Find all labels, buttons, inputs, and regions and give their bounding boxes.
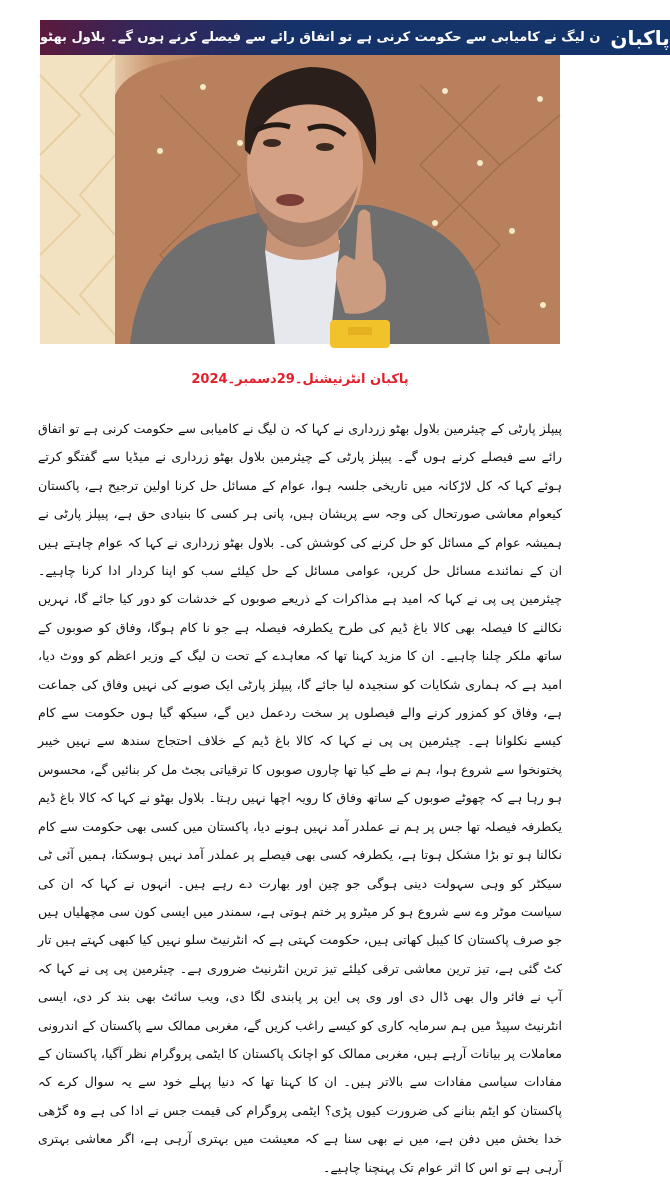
article-body: پیپلز پارٹی کے چیئرمین بلاول بھٹو زرداری نے کہا کہ ن لیگ نے کامیابی سے حکومت کرنی ہے تو اتفاق رائے سے فیصلے کرنے ہوں گے۔ پیپلز پارٹی کے چیئرمین بلاول بھٹو زرداری نے میڈیا سے گفتگو کرتے ہوئے کہا کہ کل لاڑکانہ میں تاریخی جلسہ ہوا، عوام کے مسائل حل کرنا اولین ترجیح ہے، پاکستان کیعوام معاشی صورتحال کی وجہ سے پریشان ہیں، پانی ہر کسی کا بنیادی حق ہے، پیپلز پارٹی نے ہمیشہ عوام کے مسائل کو حل کرنے کی کوشش کی۔ بلاول بھٹو زرداری نے کہا کہ عوام چاہتے ہیں ان کے نمائندے مسائل حل کریں، عوامی مسائل کے حل کیلئے سب کو اپنا کردار ادا کرنا چاہیے۔ چیئرمین پی پی نے کہا کہ امید ہے مذاکرات کے ذریعے صوبوں کے خدشات کو دور کیا جائے گا، نہریں نکالنے کا فیصلہ بھی کالا باغ ڈیم کی طرح یکطرفہ فیصلہ ہے جو نا کام ہوگا، وفاق کو صوبوں کے ساتھ ملکر چلنا چاہیے۔ ان کا مزید کہنا تھا کہ معاہدے کے تحت ن لیگ کے وزیر اعظم کو ووٹ دیا، امید ہے کہ ہماری شکایات کو سنجیدہ لیا جائے گا، پیپلز پارٹی ایک صوبے کی نہیں وفاق کی جماعت ہے، وفاق کو کمزور کرنے والے فیصلوں پر سخت ردعمل دیں گے، سیکھ گیا ہوں حکومت سے کام کیسے نکلوانا ہے۔ چیئرمین پی پی نے کہا کہ کالا باغ ڈیم کے خلاف احتجاج سندھ سے نہیں خیبر پختونخوا سے شروع ہوا، ہم نے طے کیا تھا چاروں صوبوں کا ترقیاتی بجٹ مل کر بنائیں گے، محسوس ہو رہا ہے کہ چھوٹے صوبوں کے ساتھ وفاق کا رویہ اچھا نہیں رہتا۔ بلاول بھٹو نے کہا کہ کالا باغ ڈیم یکطرفہ فیصلہ تھا جس پر ہم نے عملدر آمد نہیں ہونے دیا، پاکستان میں کسی بھی حکومت سے کام نکالنا ہو تو بڑا مشکل ہوتا ہے، یکطرفہ کسی بھی فیصلے پر عملدر آمد نہیں ہوسکتا، ہمیں آئی ٹی سیکٹر کو وہی سہولت دینی ہوگی جو چین اور بھارت دے رہے ہیں۔ انہوں نے کہا کہ ان کی سیاست موٹر وے سے شروع ہو کر میٹرو پر ختم ہوتی ہے، سمندر میں ایسی کون سی مچھلیاں ہیں جو صرف پاکستان کا کیبل کھاتی ہیں، حکومت کہتی ہے کہ انٹرنیٹ سلو نہیں کیا کبھی کہتے ہیں تار کٹ گئی ہے، تیز ترین معاشی ترقی کیلئے تیز ترین انٹرنیٹ ضروری ہے۔ چیئرمین پی پی نے کہا کہ آپ نے فائر وال بھی ڈال دی اور وی پی این پر پابندی لگا دی، ویب سائٹ بھی بند کر دی، ایسی انٹرنیٹ سپیڈ میں ہم سرمایہ کاری کو کیسے راغب کریں گے، مغربی ممالک سے پاکستان کے اندرونی معاملات پر بیانات آرہے ہیں، مغربی ممالک کو اچانک پاکستان کا ایٹمی پروگرام نظر آگیا، پاکستان کے مفادات سیاسی مفادات سے بالاتر ہیں۔ ان کا کہنا تھا کہ دنیا پہلے خود سے یہ سوال کرے کہ پاکستان کو ایٹم بنانے کی ضرورت کیوں پڑی؟ ایٹمی پروگرام کی قیمت جس نے ادا کی ہے وہ گڑھی خدا بخش میں دفن ہے، میں نے بھی سنا ہے کہ معیشت میں بہتری آرہی ہے، اگر معاشی بہتری آرہی ہے تو اس کا اثر عوام تک پہنچنا چاہیے۔	[38, 421, 562, 1175]
right-eye	[316, 143, 334, 151]
dateline: پاکبان انٹرنیشنل۔29دسمبر۔2024	[191, 372, 409, 387]
microphone-logo	[348, 327, 372, 335]
headline	[40, 20, 610, 55]
background-curtain	[40, 55, 115, 344]
left-eye	[263, 139, 281, 147]
mouth	[276, 194, 304, 206]
headline-text: ن لیگ نے کامیابی سے حکومت کرنی ہے تو اتفاق رائے سے فیصلے کرنے ہوں گے۔ بلاول بھٹو	[40, 30, 601, 45]
news-photo	[40, 55, 560, 344]
header-banner	[40, 20, 670, 55]
photo-illustration	[40, 55, 560, 344]
site-logo[interactable]: پاکبان	[610, 20, 669, 55]
